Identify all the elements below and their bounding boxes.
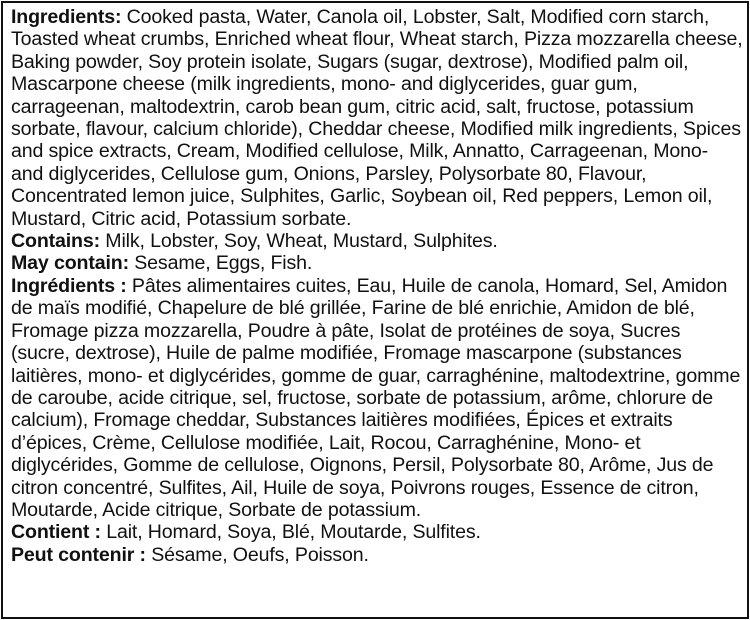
english-may-contain-heading: May contain: — [11, 252, 129, 275]
english-ingredients-list: Cooked pasta, Water, Canola oil, Lobster, Salt, Modified corn starch, Toasted wheat crumbs, Enriched wheat flour, Wheat starch, Pizza mozzarella cheese, Baking powder, Soy protein isolate, Sugars (sugar, dextrose), Modified palm oil, Mascarpone cheese (milk ingredients, mono- and diglycerides, guar gum, carrageenan, maltodextrin, carob bean gum, citric acid, salt, fructose, potassium sorbate, flavour, calcium chloride), Cheddar cheese, Modified milk ingredients, Spices and spice extracts, Cream, Modified cellulose, Milk, Annatto, Carrageenan, Mono- and diglycerides, Cellulose gum, Onions, Parsley, Polysorbate 80, Flavour, Concentrated lemon juice, Sulphites, Garlic, Soybean oil, Red peppers, Lemon oil, Mustard, Citric acid, Potassium sorbate. — [11, 6, 743, 230]
french-ingredients-heading: Ingrédients : — [11, 274, 127, 297]
english-contains-line — [11, 230, 743, 252]
french-ingredients-list: Pâtes alimentaires cuites, Eau, Huile de canola, Homard, Sel, Amidon de maïs modifié, Chapelure de blé grillée, Farine de blé enrichie, Amidon de blé, Fromage pizza mozzarella, Poudre à pâte, Isolat de protéines de soya, Sucres (sucre, dextrose), Huile de palme modifiée, Fromage mascarpone (substances laitières, mono- et diglycérides, gomme de guar, carraghénine, maltodextrine, gomme de caroube, acide citrique, sel, fructose, sorbate de potassium, arôme, chlorure de calcium), Fromage cheddar, Substances laitières modifiées, Épices et extraits d’épices, Crème, Cellulose modifiée, Lait, Rocou, Carraghénine, Mono- et diglycérides, Gomme de cellulose, Oignons, Persil, Polysorbate 80, Arôme, Jus de citron concentré, Sulfites, Ail, Huile de soya, Poivrons rouges, Essence de citron, Moutarde, Acide citrique, Sorbate de potassium. — [11, 274, 741, 521]
english-contains-heading: Contains: — [11, 230, 100, 253]
french-may-contain-list: Sésame, Oeufs, Poisson. — [145, 543, 369, 566]
english-may-contain-list: Sesame, Eggs, Fish. — [128, 252, 313, 275]
french-may-contain-heading: Peut contenir : — [11, 543, 146, 566]
english-ingredients-heading: Ingredients: — [11, 6, 122, 28]
english-contains-list: Milk, Lobster, Soy, Wheat, Mustard, Sulphites. — [100, 230, 498, 253]
ingredient-label-panel — [1, 1, 749, 619]
english-ingredients-paragraph — [11, 6, 743, 230]
english-may-contain-line — [11, 252, 743, 274]
french-contains-heading: Contient : — [11, 521, 101, 544]
french-contains-line — [11, 521, 743, 543]
french-contains-list: Lait, Homard, Soya, Blé, Moutarde, Sulfites. — [100, 521, 481, 544]
french-ingredients-paragraph — [11, 275, 743, 521]
french-may-contain-line — [11, 544, 743, 566]
